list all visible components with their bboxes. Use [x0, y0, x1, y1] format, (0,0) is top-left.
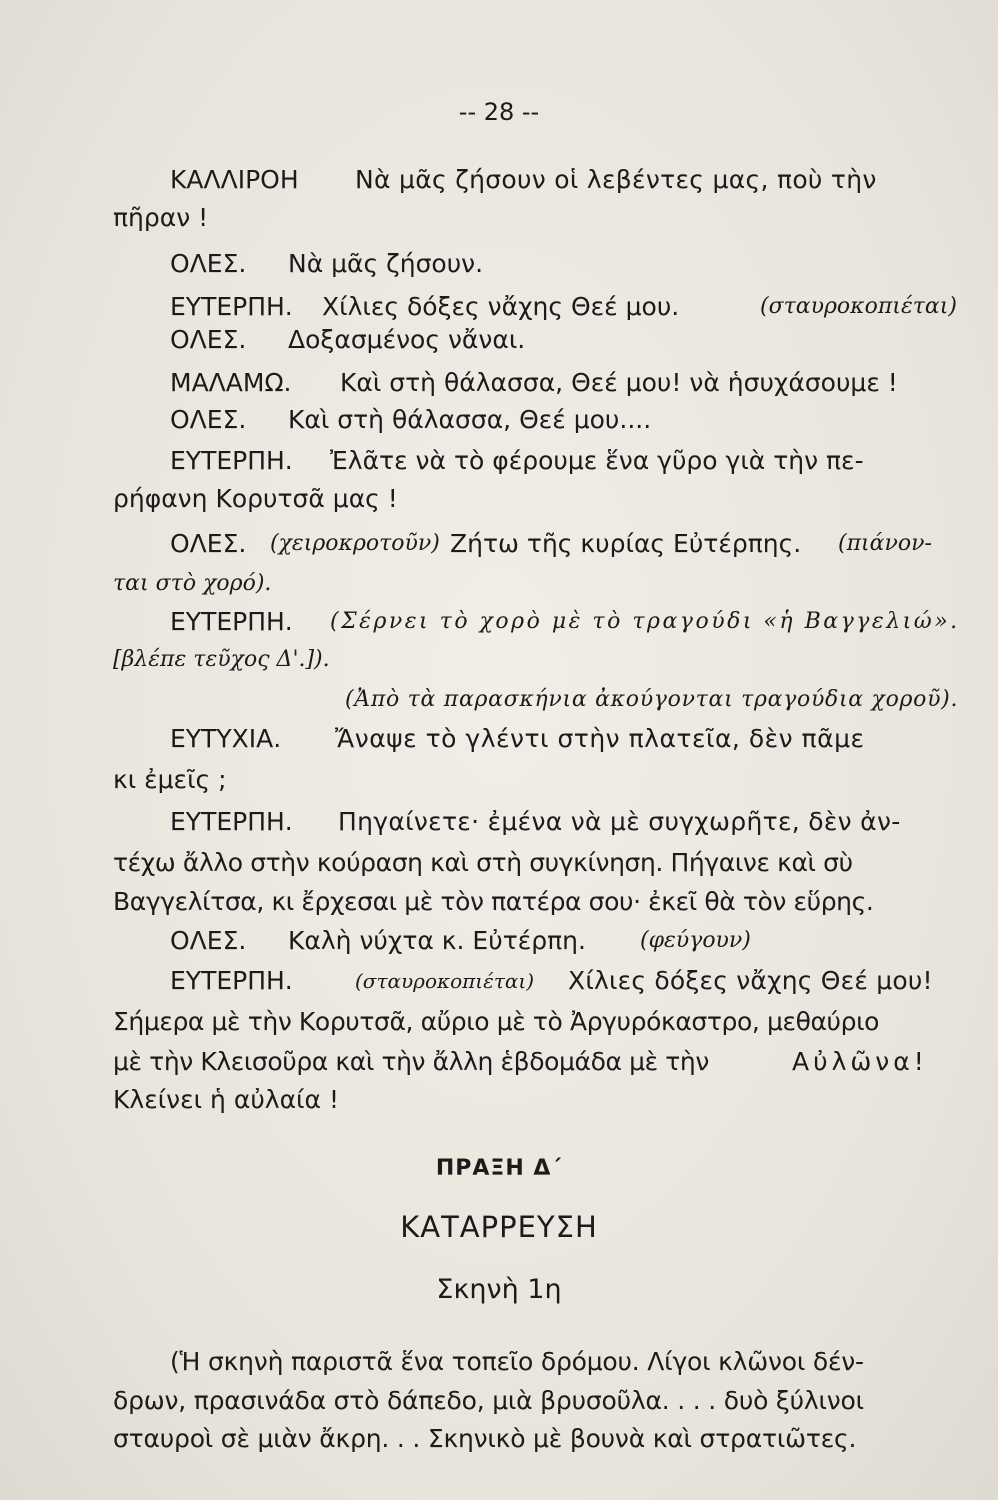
- stage-direction: (σταυροκοπιέται): [760, 294, 957, 319]
- speaker-name: ΟΛΕΣ.: [170, 325, 247, 354]
- speaker-name: ΜΑΛΑΜΩ.: [170, 368, 292, 397]
- dialogue-text: τέχω ἄλλο στὴν κούραση καὶ στὴ συγκίνηση. Πήγαινε καὶ σὺ: [113, 848, 853, 877]
- speaker-name: ΕΥΤΕΡΠΗ.: [170, 446, 293, 475]
- speaker-name: ΟΛΕΣ.: [170, 926, 247, 955]
- dialogue-text: Καὶ στὴ θάλασσα, Θεέ μου....: [288, 405, 652, 434]
- dialogue-text: κι ἐμεῖς ;: [113, 765, 227, 794]
- dialogue-text: Κλείνει ἡ αὐλαία !: [113, 1085, 339, 1114]
- scene-heading: Σκηνὴ 1η: [436, 1274, 562, 1305]
- speaker-name: ΕΥΤΥΧΙΑ.: [170, 724, 282, 753]
- dialogue-text: ρήφανη Κορυτσᾶ μας !: [113, 484, 398, 513]
- act-heading: ΠΡΑΞΗ Δ΄: [435, 1156, 563, 1181]
- dialogue-text: πῆραν !: [113, 203, 209, 232]
- dialogue-text: Νὰ μᾶς ζήσουν.: [288, 249, 484, 278]
- speaker-name: ΕΥΤΕΡΠΗ.: [170, 807, 293, 836]
- stage-direction: [βλέπε τεῦχος Δ'.]).: [113, 647, 330, 672]
- stage-direction: (πιάνον-: [838, 531, 932, 556]
- speaker-name: ΕΥΤΕΡΠΗ.: [170, 607, 293, 636]
- dialogue-text: Σήμερα μὲ τὴν Κορυτσᾶ, αὔριο μὲ τὸ Ἀργυρόκαστρο, μεθαύριο: [113, 1007, 880, 1036]
- speaker-name: ΕΥΤΕΡΠΗ.: [170, 966, 293, 995]
- dialogue-text: Νὰ μᾶς ζήσουν οἱ λεβέντες μας, ποὺ τὴν: [355, 165, 877, 194]
- dialogue-text: Ζήτω τῆς κυρίας Εὐτέρπης.: [450, 529, 802, 558]
- speaker-name: ΟΛΕΣ.: [170, 249, 247, 278]
- speaker-name: ΕΥΤΕΡΠΗ.: [170, 292, 293, 321]
- dialogue-text: Ἄναψε τὸ γλέντι στὴν πλατεῖα, δὲν πᾶμε: [335, 724, 865, 753]
- stage-direction: ται στὸ χορό).: [113, 571, 272, 596]
- dialogue-text: Καλὴ νύχτα κ. Εὐτέρπη.: [288, 926, 586, 955]
- stage-direction: (σταυροκοπιέται): [355, 969, 535, 993]
- page-number: -- 28 --: [458, 98, 540, 126]
- book-page: -- 28 -- ΚΑΛΛΙΡΟΗ Νὰ μᾶς ζήσουν οἱ λεβέντες μας, ποὺ τὴν πῆραν ! ΟΛΕΣ. Νὰ μᾶς ζήσουν. ΕΥΤΕΡΠΗ. Χίλιες δόξες νἄχης Θεέ μου. (σταυροκοπιέται) ΟΛΕΣ. Δοξασμένος νἄναι. ΜΑΛΑΜΩ. Καὶ στὴ θάλασσα, Θεέ μου! νὰ ἡσυχάσουμε ! ΟΛΕΣ. Καὶ στὴ θάλασσα, Θεέ μου.... ΕΥΤΕΡΠΗ. Ἐλᾶτε νὰ τὸ φέρουμε ἕνα γῦρο γιὰ τὴν πε- ρήφανη Κορυτσᾶ μας ! ΟΛΕΣ. (χειροκροτοῦν) Ζήτω τῆς κυρίας Εὐτέρπης. (πιάνον- ται στὸ χορό). ΕΥΤΕΡΠΗ. (Σέρνει τὸ χορὸ μὲ τὸ τραγούδι «ἡ Βαγγελιώ». [βλέπε τεῦχος Δ'.]). (Ἀπὸ τὰ παρασκήνια ἀκούγονται τραγούδια χοροῦ). ΕΥΤΥΧΙΑ. Ἄναψε τὸ γλέντι στὴν πλατεῖα, δὲν πᾶμε κι ἐμεῖς ; ΕΥΤΕΡΠΗ. Πηγαίνετε· ἐμένα νὰ μὲ συγχωρῆτε, δὲν ἀν- τέχω ἄλλο στὴν κούραση καὶ στὴ συγκίνηση. Πήγαινε καὶ σὺ Βαγγελίτσα, κι ἔρχεσαι μὲ τὸν πατέρα σου· ἐκεῖ θὰ τὸν εὕρης. ΟΛΕΣ. Καλὴ νύχτα κ. Εὐτέρπη. (φεύγουν) ΕΥΤΕΡΠΗ. (σταυροκοπιέται) Χίλιες δόξες νἄχης Θεέ μου! Σήμερα μὲ τὴν Κορυτσᾶ, αὔριο μὲ τὸ Ἀργυρόκαστρο, μεθαύριο μὲ τὴν Κλεισοῦρα καὶ τὴν ἄλλη ἑβδομάδα μὲ τὴν Αὐλῶνα! Κλείνει ἡ αὐλαία ! ΠΡΑΞΗ Δ΄ ΚΑΤΑΡΡΕΥΣΗ Σκηνὴ 1η (Ἡ σκηνὴ παριστᾶ ἕνα τοπεῖο δρόμου. Λίγοι κλῶνοι δέν- δρων, πρασινάδα στὸ δάπεδο, μιὰ βρυσοῦλα. . . . δυὸ ξύλινοι σταυροὶ σὲ μιὰν ἄκρη. . . Σκηνικὸ μὲ βουνὰ καὶ στρατιῶτες.: [0, 0, 998, 1500]
- chapter-title: ΚΑΤΑΡΡΕΥΣΗ: [400, 1210, 598, 1244]
- speaker-name: ΟΛΕΣ.: [170, 405, 247, 434]
- dialogue-text: μὲ τὴν Κλεισοῦρα καὶ τὴν ἄλλη ἑβδομάδα μὲ τὴν: [113, 1047, 709, 1076]
- dialogue-text: Δοξασμένος νἄναι.: [288, 325, 526, 354]
- stage-direction: (χειροκροτοῦν): [270, 531, 440, 556]
- dialogue-text-spaced: Αὐλῶνα!: [792, 1047, 928, 1076]
- dialogue-text: Βαγγελίτσα, κι ἔρχεσαι μὲ τὸν πατέρα σου· ἐκεῖ θὰ τὸν εὕρης.: [113, 887, 874, 916]
- dialogue-text: Χίλιες δόξες νἄχης Θεέ μου.: [322, 292, 680, 321]
- dialogue-text: Ἐλᾶτε νὰ τὸ φέρουμε ἕνα γῦρο γιὰ τὴν πε-: [330, 446, 864, 475]
- dialogue-text: Καὶ στὴ θάλασσα, Θεέ μου! νὰ ἡσυχάσουμε !: [340, 368, 898, 397]
- dialogue-text: Χίλιες δόξες νἄχης Θεέ μου!: [568, 966, 933, 995]
- stage-direction: (φεύγουν): [640, 928, 751, 953]
- stage-direction: (Σέρνει τὸ χορὸ μὲ τὸ τραγούδι «ἡ Βαγγελιώ».: [330, 609, 960, 634]
- stage-direction: (Ἀπὸ τὰ παρασκήνια ἀκούγονται τραγούδια χοροῦ).: [345, 687, 959, 712]
- speaker-name: ΟΛΕΣ.: [170, 529, 247, 558]
- dialogue-text: Πηγαίνετε· ἐμένα νὰ μὲ συγχωρῆτε, δὲν ἀν-: [338, 807, 901, 836]
- speaker-name: ΚΑΛΛΙΡΟΗ: [170, 165, 299, 194]
